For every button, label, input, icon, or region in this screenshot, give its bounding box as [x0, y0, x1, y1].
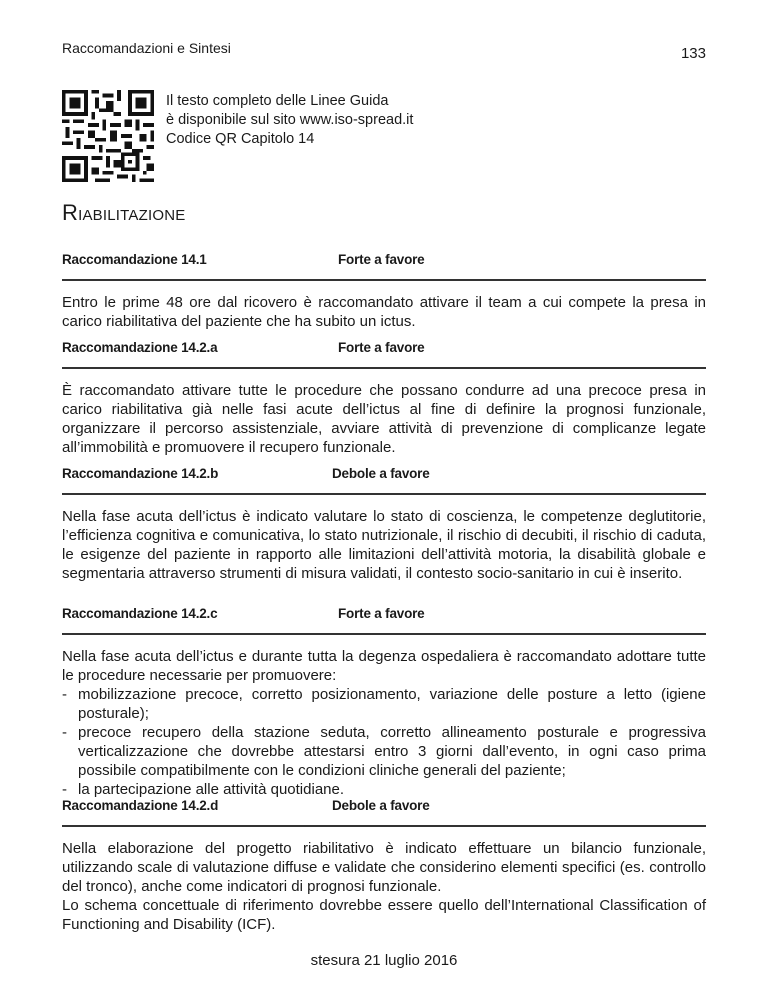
recommendation-block — [62, 252, 706, 331]
recommendation-block — [62, 340, 706, 457]
recommendation-text — [62, 507, 706, 583]
recommendation-strength: Forte a favore — [338, 252, 425, 267]
recommendation-strength: Forte a favore — [338, 340, 425, 355]
list-item: - mobilizzazione precoce, corretto posizionamento, variazione delle posture a letto (igiene posturale); — [62, 685, 706, 723]
recommendation-text — [62, 293, 706, 331]
qr-caption-line: Codice QR Capitolo 14 — [166, 131, 315, 147]
recommendation-text — [62, 381, 706, 457]
qr-code-icon[interactable] — [62, 90, 154, 182]
footer-date: stesura 21 luglio 2016 — [310, 952, 458, 969]
paragraph: È raccomandato attivare tutte le procedure che possano condurre ad una precoce presa in carico riabilitativa già nelle fasi acute dell’ictus al fine di definire la prognosi funzionale, organizzare il percorso assistenziale, avviare attività di prevenzione di complicanze legate all’immobilità e promuovere il recupero funzionale. — [62, 382, 706, 456]
paragraph: Entro le prime 48 ore dal ricovero è raccomandato attivare il team a cui compete la presa in carico riabilitativa del paziente che ha subito un ictus. — [62, 294, 706, 330]
recommendation-header — [62, 252, 706, 270]
qr-caption-line: Il testo completo delle Linee Guida — [166, 93, 389, 109]
list-item: - la partecipazione alle attività quotidiane. — [62, 780, 706, 799]
recommendation-header — [62, 798, 706, 816]
divider — [62, 367, 706, 369]
page-number: 133 — [680, 45, 706, 62]
recommendation-label: Raccomandazione 14.1 — [62, 252, 207, 267]
qr-caption — [166, 92, 413, 149]
recommendation-header — [62, 606, 706, 624]
recommendation-strength: Forte a favore — [338, 606, 425, 621]
recommendation-text — [62, 647, 706, 799]
divider — [62, 493, 706, 495]
bullet-list — [62, 685, 706, 799]
recommendation-header — [62, 466, 706, 484]
list-item: - precoce recupero della stazione seduta, corretto allineamento posturale e progressiva verticalizzazione che dovrebbe attestarsi entro 3 giorni dall’evento, in ogni caso prima possibile compatibilmente con le condizioni cliniche generali del paziente; — [62, 723, 706, 780]
qr-caption-line: è disponibile sul sito www.iso-spread.it — [166, 112, 414, 128]
divider — [62, 825, 706, 827]
section-title: Riabilitazione — [62, 200, 186, 225]
recommendation-strength: Debole a favore — [332, 466, 430, 481]
paragraph: Nella fase acuta dell’ictus e durante tutta la degenza ospedaliera è raccomandato adottare tutte le procedure necessarie per promuovere: — [62, 648, 706, 684]
paragraph: Nella elaborazione del progetto riabilitativo è indicato effettuare un bilancio funzionale, utilizzando scale di valutazione diffuse e validate che considerino elementi specifici (es. controllo del tronco), anche come indicatori di prognosi funzionale. — [62, 840, 706, 895]
recommendation-header — [62, 340, 706, 358]
recommendation-strength: Debole a favore — [332, 798, 430, 813]
divider — [62, 633, 706, 635]
recommendation-label: Raccomandazione 14.2.a — [62, 340, 218, 355]
recommendation-label: Raccomandazione 14.2.c — [62, 606, 218, 621]
divider — [62, 279, 706, 281]
paragraph: Nella fase acuta dell’ictus è indicato valutare lo stato di coscienza, le competenze deglutitorie, l’efficienza cognitiva e comunicativa, lo stato nutrizionale, il rischio di decubiti, il rischio di caduta, le esigenze del paziente in rapporto alle limitazioni dell’attività motoria, la disabilità globale e segmentaria attraverso strumenti di misura validati, il contesto socio-sanitario in cui è inserito. — [62, 508, 706, 582]
recommendation-block — [62, 466, 706, 583]
recommendation-block — [62, 798, 706, 934]
recommendation-block — [62, 606, 706, 799]
paragraph: Lo schema concettuale di riferimento dovrebbe essere quello dell’International Classification of Functioning and Disability (ICF). — [62, 897, 706, 933]
recommendation-label: Raccomandazione 14.2.d — [62, 798, 219, 813]
recommendation-label: Raccomandazione 14.2.b — [62, 466, 219, 481]
recommendation-text — [62, 839, 706, 934]
running-title: Raccomandazioni e Sintesi — [62, 40, 231, 56]
